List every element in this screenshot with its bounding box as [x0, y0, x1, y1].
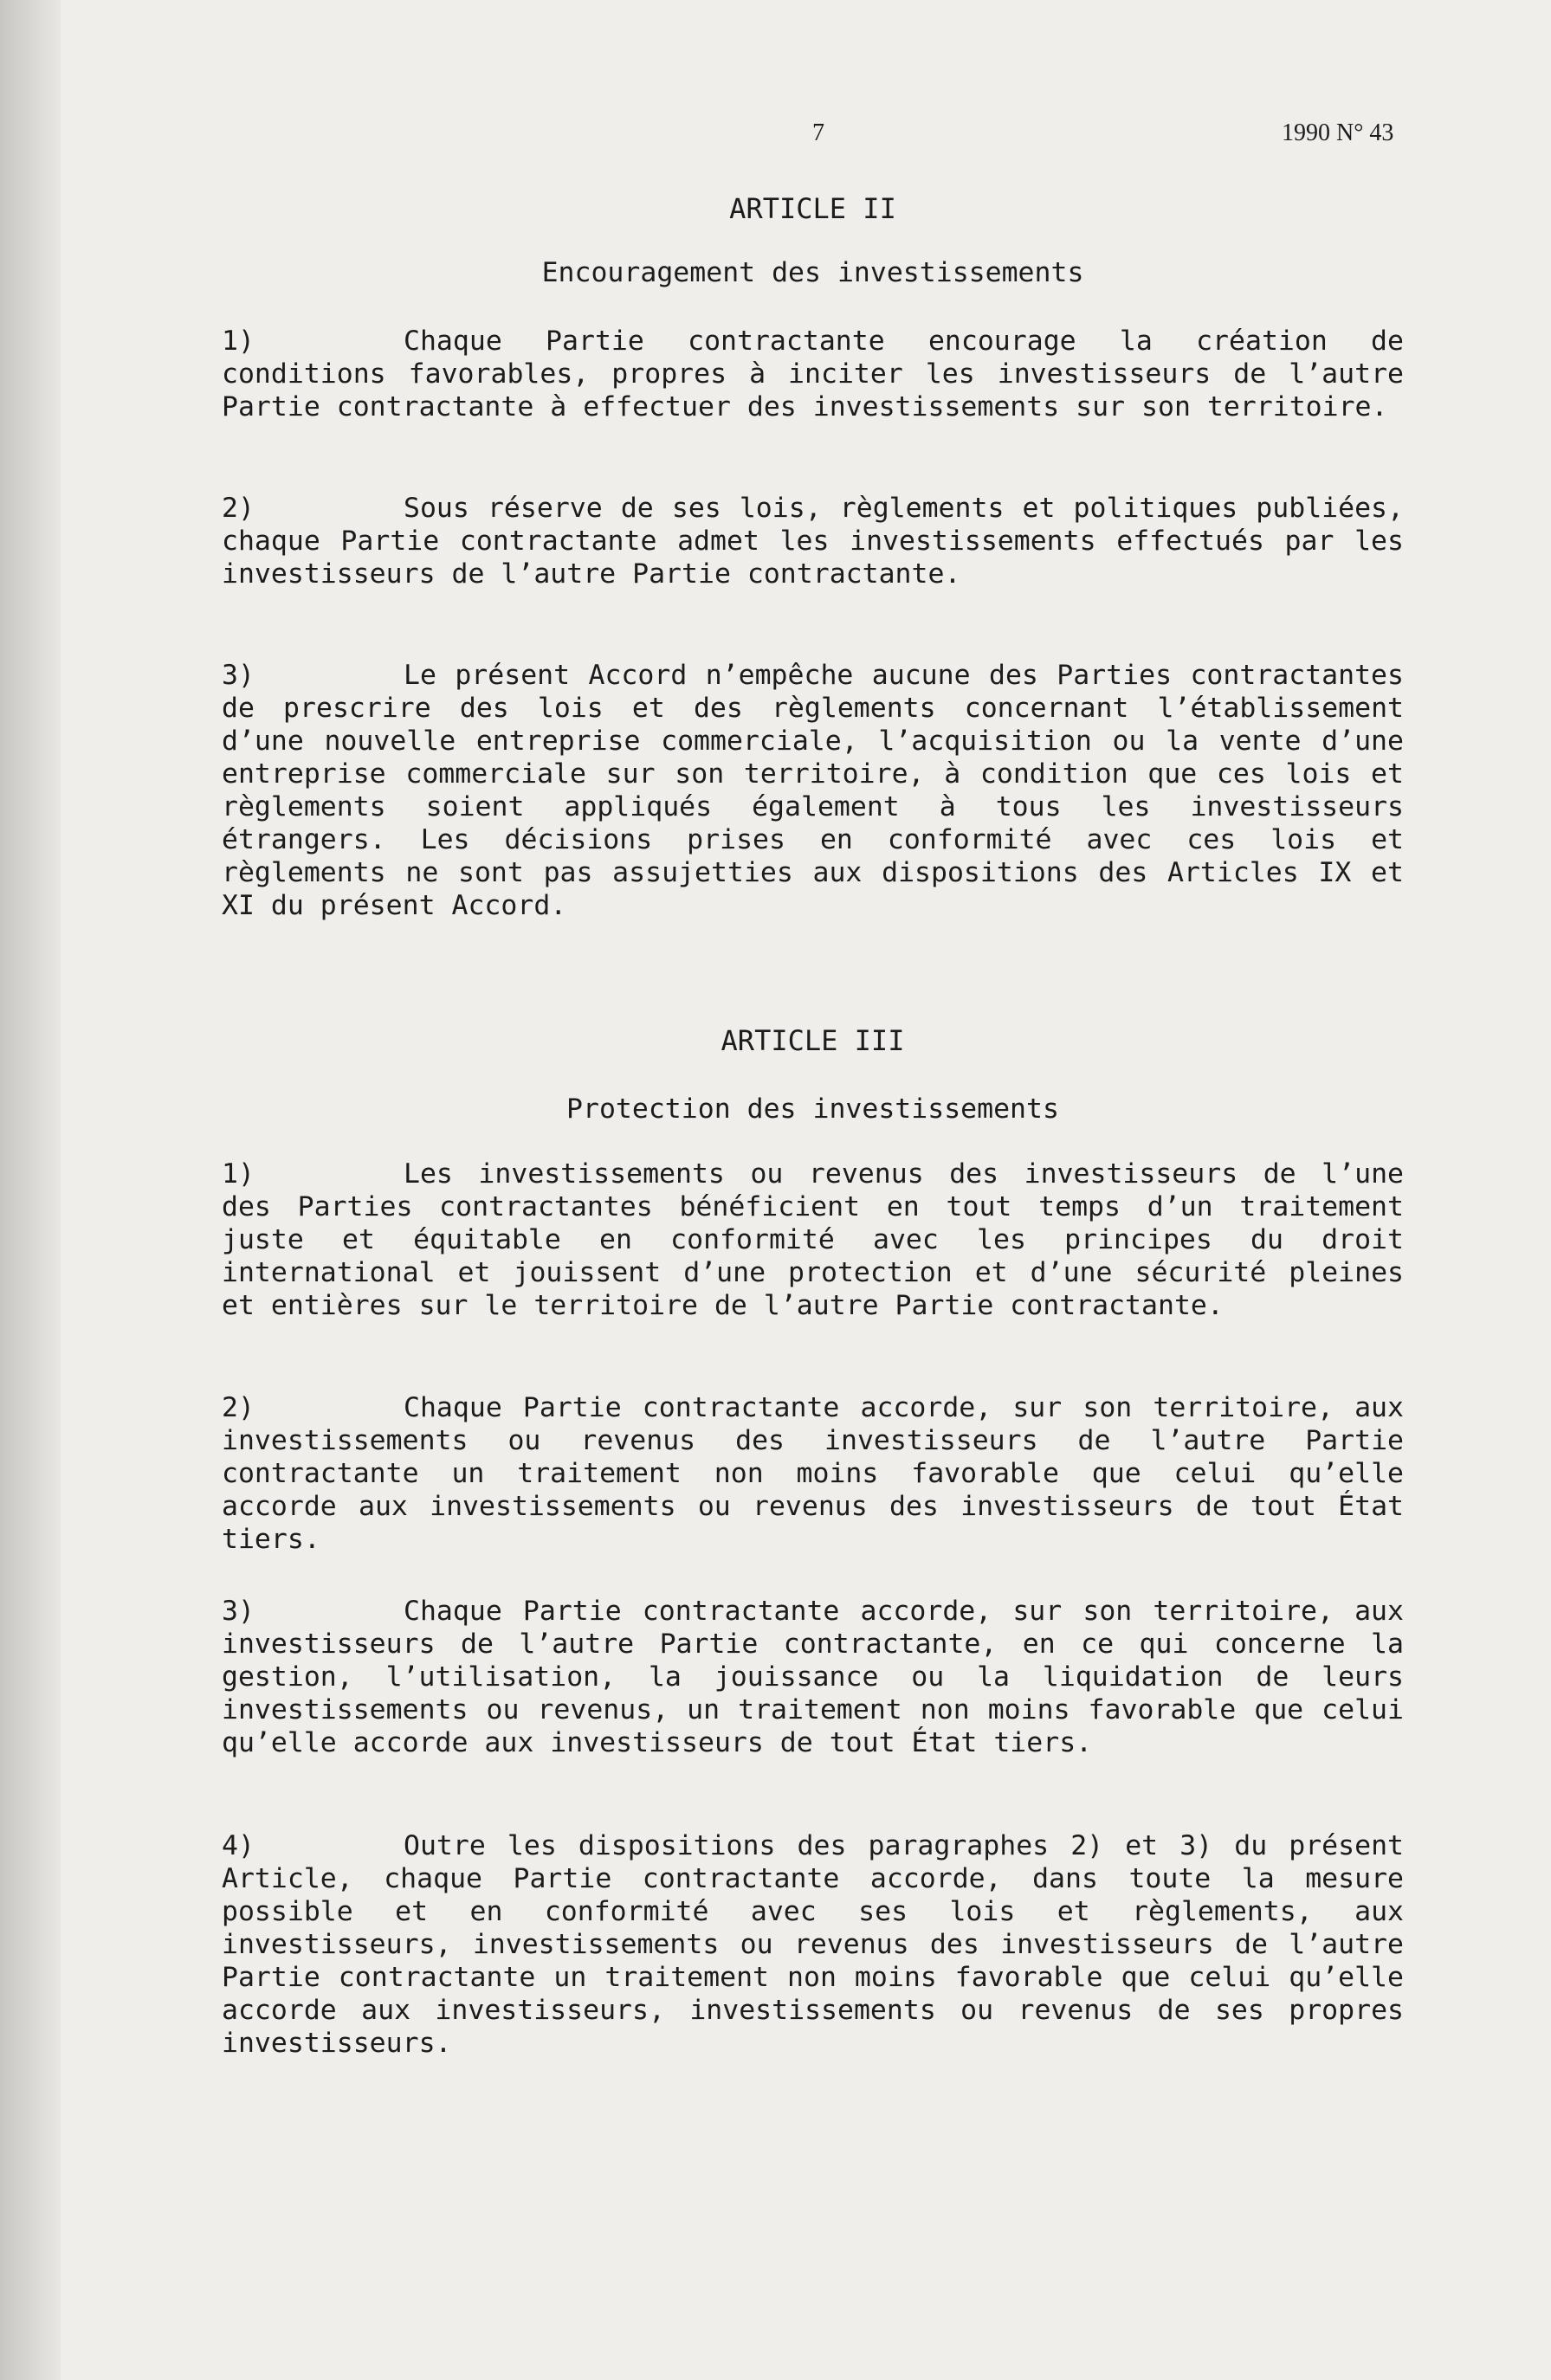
article-3-paragraph-2: [222, 1391, 1404, 1556]
article-3-title: ARTICLE III: [721, 1024, 905, 1057]
paragraph-number: 4): [222, 1830, 255, 1861]
paragraph-text: Outre les dispositions des paragraphes 2) et 3) du présent Article, chaque Partie contractante accorde, dans toute la mesure possible et en conformité avec ses lois et règlements, aux investisseurs, investissements ou revenus des investisseurs de l’autre Partie contractante un traitement non moins favorable que celui qu’elle accorde aux investisseurs, investissements ou revenus de ses propres investisseurs.: [222, 1830, 1404, 2059]
paragraph-number: 3): [222, 660, 255, 691]
paragraph-text: Sous réserve de ses lois, règlements et politiques publiées, chaque Partie contractante admet les investissements effectués par les investisseurs de l’autre Partie contractante.: [222, 493, 1404, 590]
paragraph-text: Les investissements ou revenus des investisseurs de l’une des Parties contractantes bénéficient en tout temps d’un traitement juste et équitable en conformité avec les principes du droit international et jouissent d’une protection et d’une sécurité pleines et entières sur le territoire de l’autre Partie contractante.: [222, 1158, 1404, 1321]
paragraph-number: 1): [222, 326, 255, 357]
article-2-paragraph-1: [222, 325, 1404, 423]
article-2-paragraph-2: [222, 492, 1404, 590]
document-reference: 1990 N° 43: [1282, 119, 1394, 146]
paragraph-number: 3): [222, 1596, 255, 1627]
paragraph-number: 2): [222, 493, 255, 524]
article-3-paragraph-1: [222, 1158, 1404, 1322]
page-number: 7: [812, 119, 824, 146]
article-2-title: ARTICLE II: [729, 192, 896, 225]
article-3-paragraph-3: [222, 1595, 1404, 1759]
paragraph-number: 2): [222, 1392, 255, 1423]
paragraph-text: Chaque Partie contractante accorde, sur son territoire, aux investisseurs de l’autre Partie contractante, en ce qui concerne la gestion, l’utilisation, la jouissance ou la liquidation de leurs investissements ou revenus, un traitement non moins favorable que celui qu’elle accorde aux investisseurs de tout État tiers.: [222, 1596, 1404, 1758]
page-header: [0, 119, 1551, 154]
binding-gutter: [0, 0, 61, 2380]
paragraph-number: 1): [222, 1158, 255, 1190]
article-3-subtitle: Protection des investissements: [566, 1093, 1059, 1125]
article-3-paragraph-4: [222, 1829, 1404, 2060]
paragraph-text: Le présent Accord n’empêche aucune des Parties contractantes de prescrire des lois et des règlements concernant l’établissement d’une nouvelle entreprise commerciale, l’acquisition ou la vente d’une entreprise commerciale sur son territoire, à condition que ces lois et règlements soient appliqués également à tous les investisseurs étrangers. Les décisions prises en conformité avec ces lois et règlements ne sont pas assujetties aux dispositions des Articles IX et XI du présent Accord.: [222, 660, 1404, 921]
paragraph-text: Chaque Partie contractante accorde, sur son territoire, aux investissements ou revenus des investisseurs de l’autre Partie contractante un traitement non moins favorable que celui qu’elle accorde aux investissements ou revenus des investisseurs de tout État tiers.: [222, 1392, 1404, 1555]
article-2-subtitle: Encouragement des investissements: [541, 257, 1084, 288]
article-2-paragraph-3: [222, 659, 1404, 922]
paragraph-text: Chaque Partie contractante encourage la création de conditions favorables, propres à inciter les investisseurs de l’autre Partie contractante à effectuer des investissements sur son territoire.: [222, 326, 1404, 422]
